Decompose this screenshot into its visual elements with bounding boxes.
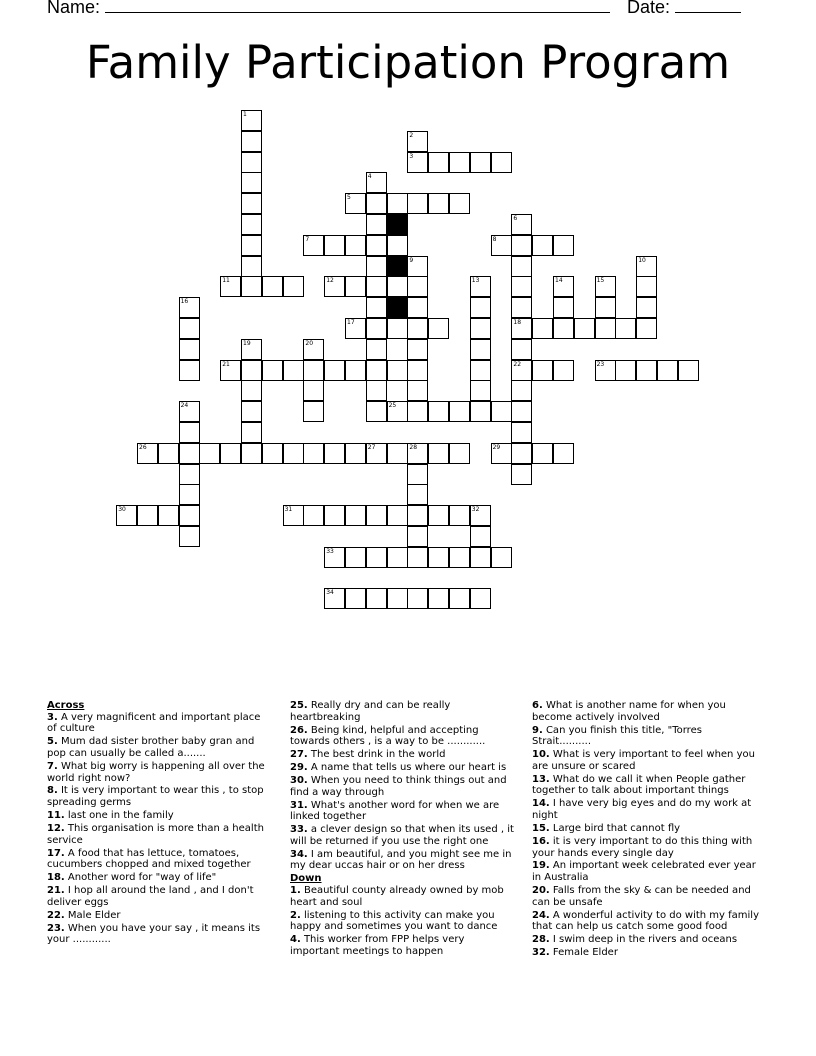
clue-number-16: 16 (180, 298, 189, 306)
crossword-cell[interactable] (595, 297, 616, 318)
clue-text: listening to this activity can make you happy and sometimes you want to dance (290, 909, 498, 933)
clue-number-17: 17 (347, 319, 355, 326)
date-label: Date: (627, 0, 671, 17)
clue-number: 8. (47, 785, 58, 797)
clue-text: What big worry is happening all over the world right now? (47, 760, 265, 784)
clue-number-1: 1 (243, 111, 247, 118)
crossword-cell[interactable] (303, 401, 324, 422)
clue-number-11: 11 (222, 277, 230, 285)
crossword-cell[interactable] (553, 360, 574, 381)
crossword-cell[interactable] (407, 401, 428, 422)
clue-number: 27. (290, 749, 308, 761)
clue-number: 17. (47, 847, 65, 859)
clue-number-28: 28 (409, 443, 418, 451)
down-clue (532, 798, 760, 821)
across-clue (47, 848, 265, 871)
crossword-cell[interactable] (407, 547, 428, 568)
clue-number: 26. (290, 724, 308, 736)
crossword-cell[interactable] (428, 588, 449, 609)
clue-number: 28. (532, 934, 550, 946)
clue-number: 34. (290, 848, 308, 860)
crossword-cell[interactable] (366, 297, 387, 318)
clue-number-27: 27 (367, 443, 376, 451)
down-clue (532, 910, 760, 933)
clue-number-20: 20 (305, 339, 314, 347)
crossword-cell[interactable] (241, 235, 262, 256)
crossword-cell[interactable] (532, 235, 553, 256)
across-clue (47, 923, 265, 946)
clue-number: 11. (47, 810, 65, 822)
clue-number-24: 24 (180, 402, 189, 410)
crossword-cell[interactable] (303, 360, 324, 381)
clue-number: 23. (47, 922, 65, 934)
clue-text: it is very important to do this thing with your hands every single day (532, 835, 753, 859)
crossword-cell[interactable] (407, 318, 428, 339)
crossword-cell[interactable] (179, 339, 200, 360)
clue-number: 9. (532, 724, 543, 736)
clue-number: 25. (290, 700, 308, 711)
clue-number-30: 30 (118, 506, 126, 514)
crossword-cell[interactable] (324, 235, 345, 256)
crossword-cell[interactable] (636, 276, 657, 297)
down-clue (290, 934, 515, 957)
across-clue (290, 775, 515, 798)
crossword-cell[interactable] (407, 464, 428, 485)
crossword-cell[interactable] (241, 276, 262, 297)
clue-text: Female Elder (552, 947, 618, 959)
blocked-cell (387, 214, 408, 235)
clue-text: When you need to think things out and find a way through (290, 774, 507, 798)
crossword-cell[interactable] (470, 588, 491, 609)
clue-number: 20. (532, 885, 550, 897)
blocked-cell (387, 256, 408, 277)
clue-number-13: 13 (471, 277, 480, 285)
crossword-cell[interactable] (491, 152, 512, 173)
across-clue (47, 761, 265, 784)
crossword-cell[interactable] (636, 297, 657, 318)
crossword-cell[interactable] (553, 235, 574, 256)
clue-number-25: 25 (388, 402, 397, 410)
crossword-cell[interactable] (137, 505, 158, 526)
clue-number-14: 14 (555, 277, 563, 285)
crossword-cell[interactable] (449, 588, 470, 609)
crossword-cell[interactable] (241, 193, 262, 214)
clue-text: Male Elder (67, 909, 121, 921)
blocked-cell (387, 297, 408, 318)
clue-text: What's another word for when we are linked together (290, 799, 500, 823)
across-clue (47, 785, 265, 808)
crossword-cell[interactable] (366, 401, 387, 422)
crossword-cell[interactable] (366, 360, 387, 381)
crossword-cell[interactable] (678, 360, 699, 381)
crossword-cell[interactable] (449, 547, 470, 568)
crossword-cell[interactable] (407, 526, 428, 547)
crossword-cell[interactable] (511, 401, 532, 422)
crossword-cell[interactable] (179, 526, 200, 547)
crossword-cell[interactable] (553, 443, 574, 464)
crossword-cell[interactable] (241, 360, 262, 381)
across-clue (290, 725, 515, 748)
crossword-cell[interactable] (449, 401, 470, 422)
crossword-cell[interactable] (470, 380, 491, 401)
crossword-cell[interactable] (636, 360, 657, 381)
crossword-cell[interactable] (262, 443, 283, 464)
across-clue (47, 885, 265, 908)
crossword-cell[interactable] (345, 588, 366, 609)
clue-number: 22. (47, 909, 65, 921)
clue-number: 14. (532, 798, 550, 810)
down-clue (532, 860, 760, 883)
clue-text: A wonderful activity to do with my family that can help us catch some good food (532, 909, 759, 933)
crossword-cell[interactable] (366, 380, 387, 401)
clue-number-10: 10 (638, 256, 646, 264)
crossword-cell[interactable] (366, 505, 387, 526)
name-label: Name: (47, 0, 101, 17)
across-clue (290, 749, 515, 761)
crossword-cell[interactable] (199, 443, 220, 464)
crossword-cell[interactable] (387, 588, 408, 609)
crossword-cell[interactable] (511, 339, 532, 360)
across-clue (290, 849, 515, 872)
crossword-cell[interactable] (241, 214, 262, 235)
clue-number: 4. (290, 934, 301, 946)
clue-number: 1. (290, 885, 301, 897)
clues-column-3 (532, 700, 760, 960)
clue-number: 10. (532, 749, 550, 761)
clue-text: I have very big eyes and do my work at night (532, 798, 752, 822)
across-clue (47, 810, 265, 822)
crossword-cell[interactable] (511, 464, 532, 485)
clue-text: last one in the family (67, 810, 174, 822)
clue-number: 32. (532, 947, 550, 959)
clue-text: The best drink in the world (310, 749, 446, 761)
clue-text: I am beautiful, and you might see me in my dear uccas hair or on her dress (290, 848, 512, 872)
clue-text: What is another name for when you become actively involved (532, 700, 726, 723)
crossword-cell[interactable] (283, 360, 304, 381)
down-heading: Down (290, 873, 322, 885)
crossword-cell[interactable] (615, 318, 636, 339)
crossword-cell[interactable] (470, 526, 491, 547)
crossword-cell[interactable] (449, 505, 470, 526)
clue-text: A food that has lettuce, tomatoes, cucumbers chopped and mixed together (47, 847, 251, 871)
crossword-cell[interactable] (241, 131, 262, 152)
crossword-cell[interactable] (407, 484, 428, 505)
clue-text: It is very important to wear this , to stop spreading germs (47, 785, 264, 809)
crossword-cell[interactable] (366, 547, 387, 568)
clue-number-26: 26 (139, 443, 147, 451)
down-clue (532, 725, 760, 748)
clue-number-18: 18 (513, 319, 522, 326)
crossword-cell[interactable] (303, 380, 324, 401)
crossword-cell[interactable] (158, 443, 179, 464)
crossword-cell[interactable] (179, 505, 200, 526)
crossword-cell[interactable] (387, 505, 408, 526)
clue-number-23: 23 (596, 360, 605, 368)
crossword-cell[interactable] (449, 193, 470, 214)
crossword-cell[interactable] (428, 318, 449, 339)
crossword-cell[interactable] (283, 443, 304, 464)
crossword-cell[interactable] (428, 547, 449, 568)
crossword-cell[interactable] (387, 547, 408, 568)
clues-column-2 (290, 700, 515, 959)
crossword-cell[interactable] (428, 193, 449, 214)
crossword-cell[interactable] (366, 318, 387, 339)
crossword-cell[interactable] (511, 443, 532, 464)
clue-number-2: 2 (409, 131, 414, 139)
crossword-cell[interactable] (407, 297, 428, 318)
clue-text: A name that tells us where our heart is (310, 762, 507, 774)
clue-number-15: 15 (596, 277, 605, 285)
crossword-cell[interactable] (511, 256, 532, 277)
clue-number-3: 3 (409, 152, 414, 160)
crossword-cell[interactable] (407, 193, 428, 214)
clue-number: 19. (532, 860, 550, 872)
down-clue (532, 934, 760, 946)
clue-number: 21. (47, 885, 65, 897)
crossword-cell[interactable] (407, 505, 428, 526)
crossword-cell[interactable] (366, 256, 387, 277)
crossword-cell[interactable] (241, 172, 262, 193)
crossword-cell[interactable] (179, 422, 200, 443)
clue-text: A very magnificent and important place of culture (47, 711, 261, 735)
crossword-cell[interactable] (262, 276, 283, 297)
crossword-cell[interactable] (532, 360, 553, 381)
crossword-cell[interactable] (387, 360, 408, 381)
crossword-cell[interactable] (470, 339, 491, 360)
clue-number: 5. (47, 736, 58, 748)
crossword-cell[interactable] (179, 484, 200, 505)
across-clue (47, 910, 265, 922)
clue-text: Can you finish this title, "Torres Strait.......... (532, 724, 702, 748)
crossword-cell[interactable] (657, 360, 678, 381)
clue-text: This organisation is more than a health service (47, 822, 264, 846)
down-clue (532, 947, 760, 959)
crossword-cell[interactable] (366, 339, 387, 360)
clue-number-4: 4 (367, 173, 372, 181)
clue-text: Falls from the sky & can be needed and can be unsafe (532, 885, 751, 908)
clue-number-6: 6 (513, 215, 518, 222)
clue-number: 30. (290, 774, 308, 786)
down-clue (532, 749, 760, 772)
down-clue (532, 700, 760, 723)
down-clue (532, 885, 760, 908)
clue-number-7: 7 (305, 235, 310, 243)
clue-number-31: 31 (284, 506, 293, 514)
clue-text: Another word for "way of life" (67, 872, 217, 884)
crossword-cell[interactable] (366, 276, 387, 297)
clue-number: 7. (47, 760, 58, 772)
crossword-cell[interactable] (241, 152, 262, 173)
crossword-cell[interactable] (407, 276, 428, 297)
crossword-cell[interactable] (303, 443, 324, 464)
crossword-cell[interactable] (345, 360, 366, 381)
crossword-cell[interactable] (511, 276, 532, 297)
crossword-cell[interactable] (470, 297, 491, 318)
crossword-cell[interactable] (179, 443, 200, 464)
crossword-cell[interactable] (345, 443, 366, 464)
crossword-cell[interactable] (449, 443, 470, 464)
crossword-cell[interactable] (428, 505, 449, 526)
crossword-cell[interactable] (345, 235, 366, 256)
crossword-cell[interactable] (387, 235, 408, 256)
crossword-cell[interactable] (595, 318, 616, 339)
crossword-cell[interactable] (387, 318, 408, 339)
across-heading: Across (47, 700, 85, 711)
across-clue (47, 872, 265, 884)
clue-number-29: 29 (492, 443, 501, 451)
crossword-cell[interactable] (470, 318, 491, 339)
clue-number: 3. (47, 711, 58, 723)
clue-text: What do we call it when People gather together to talk about important things (532, 773, 746, 797)
clue-text: Being kind, helpful and accepting towards others , is a way to be ............ (290, 724, 486, 748)
crossword-cell[interactable] (387, 276, 408, 297)
clue-number: 31. (290, 799, 308, 811)
clue-number-21: 21 (222, 360, 230, 368)
crossword-cell[interactable] (345, 505, 366, 526)
crossword-cell[interactable] (428, 152, 449, 173)
crossword-cell[interactable] (345, 547, 366, 568)
clue-text: Mum dad sister brother baby gran and pop can usually be called a....... (47, 736, 255, 759)
crossword-cell[interactable] (511, 380, 532, 401)
across-clue (290, 824, 515, 847)
across-clue (290, 700, 515, 723)
clue-number: 13. (532, 773, 550, 785)
clue-number: 18. (47, 872, 65, 884)
crossword-cell[interactable] (366, 193, 387, 214)
clue-number: 16. (532, 835, 550, 847)
crossword-cell[interactable] (220, 443, 241, 464)
crossword-cell[interactable] (615, 360, 636, 381)
clue-number: 15. (532, 822, 550, 834)
crossword-cell[interactable] (553, 318, 574, 339)
clue-number-34: 34 (326, 589, 334, 597)
clue-text: This worker from FPP helps very important meetings to happen (290, 934, 465, 957)
clue-text: An important week celebrated ever year in Australia (532, 860, 756, 884)
clue-number-22: 22 (513, 360, 522, 368)
crossword-cell[interactable] (532, 318, 553, 339)
crossword-cell[interactable] (366, 235, 387, 256)
down-clue (532, 836, 760, 859)
down-clue (290, 885, 515, 908)
crossword-cell[interactable] (241, 401, 262, 422)
crossword-cell[interactable] (262, 360, 283, 381)
clue-number-12: 12 (326, 277, 334, 285)
clue-text: a clever design so that when its used , it will be returned if you use the right one (290, 824, 514, 847)
clue-number: 6. (532, 700, 543, 711)
crossword-cell[interactable] (470, 547, 491, 568)
crossword-cell[interactable] (407, 339, 428, 360)
crossword-cell[interactable] (345, 276, 366, 297)
clue-text: What is very important to feel when you are unsure or scared (532, 749, 755, 772)
crossword-cell[interactable] (407, 380, 428, 401)
crossword-cell[interactable] (324, 360, 345, 381)
down-clue (532, 823, 760, 835)
crossword-cell[interactable] (324, 505, 345, 526)
crossword-cell[interactable] (387, 443, 408, 464)
across-clue (290, 762, 515, 774)
crossword-cell[interactable] (428, 401, 449, 422)
clue-text: Beautiful county already owned by mob heart and soul (290, 885, 504, 908)
crossword-cell[interactable] (553, 297, 574, 318)
clue-number: 24. (532, 909, 550, 921)
clue-number-5: 5 (347, 194, 351, 202)
clue-text: When you have your say , it means its your ............ (47, 922, 261, 946)
crossword-cell[interactable] (241, 422, 262, 443)
crossword-cell[interactable] (407, 360, 428, 381)
crossword-cell[interactable] (241, 443, 262, 464)
crossword-cell[interactable] (179, 464, 200, 485)
down-clue (290, 910, 515, 933)
clue-number: 33. (290, 824, 308, 836)
across-clue (290, 800, 515, 823)
across-clue (47, 736, 265, 759)
crossword-cell[interactable] (470, 360, 491, 381)
crossword-cell[interactable] (158, 505, 179, 526)
clue-text: Really dry and can be really heartbreaking (290, 700, 451, 723)
clue-number: 12. (47, 822, 65, 834)
crossword-cell[interactable] (449, 152, 470, 173)
crossword-cell[interactable] (179, 360, 200, 381)
crossword-cell[interactable] (574, 318, 595, 339)
crossword-cell[interactable] (491, 547, 512, 568)
crossword-cell[interactable] (491, 401, 512, 422)
crossword-cell[interactable] (366, 214, 387, 235)
crossword-cell[interactable] (532, 443, 553, 464)
clue-number: 29. (290, 762, 308, 774)
crossword-cell[interactable] (241, 380, 262, 401)
clue-text: I hop all around the land , and I don't deliver eggs (47, 885, 254, 908)
clue-number-32: 32 (471, 506, 480, 514)
crossword-cell[interactable] (324, 443, 345, 464)
clues-column-1 (47, 700, 265, 947)
crossword-cell[interactable] (511, 297, 532, 318)
crossword-cell[interactable] (407, 588, 428, 609)
clue-number-19: 19 (243, 339, 251, 347)
crossword-cell[interactable] (303, 505, 324, 526)
crossword-cell[interactable] (283, 276, 304, 297)
crossword-cell[interactable] (241, 256, 262, 277)
crossword-cell[interactable] (511, 235, 532, 256)
crossword-cell[interactable] (428, 443, 449, 464)
across-clue (47, 823, 265, 846)
crossword-cell[interactable] (470, 401, 491, 422)
crossword-cell[interactable] (366, 588, 387, 609)
crossword-cell[interactable] (387, 193, 408, 214)
clue-number-8: 8 (492, 235, 497, 243)
crossword-cell[interactable] (470, 152, 491, 173)
crossword-cell[interactable] (636, 318, 657, 339)
clue-number-33: 33 (326, 547, 334, 555)
crossword-cell[interactable] (179, 318, 200, 339)
clue-number-9: 9 (409, 256, 414, 264)
clue-number: 2. (290, 909, 301, 921)
down-clue (532, 774, 760, 797)
clue-text: I swim deep in the rivers and oceans (552, 934, 738, 946)
page-title: Family Participation Program (85, 36, 731, 89)
crossword-cell[interactable] (511, 422, 532, 443)
across-clue (47, 712, 265, 735)
clue-text: Large bird that cannot fly (552, 822, 681, 834)
